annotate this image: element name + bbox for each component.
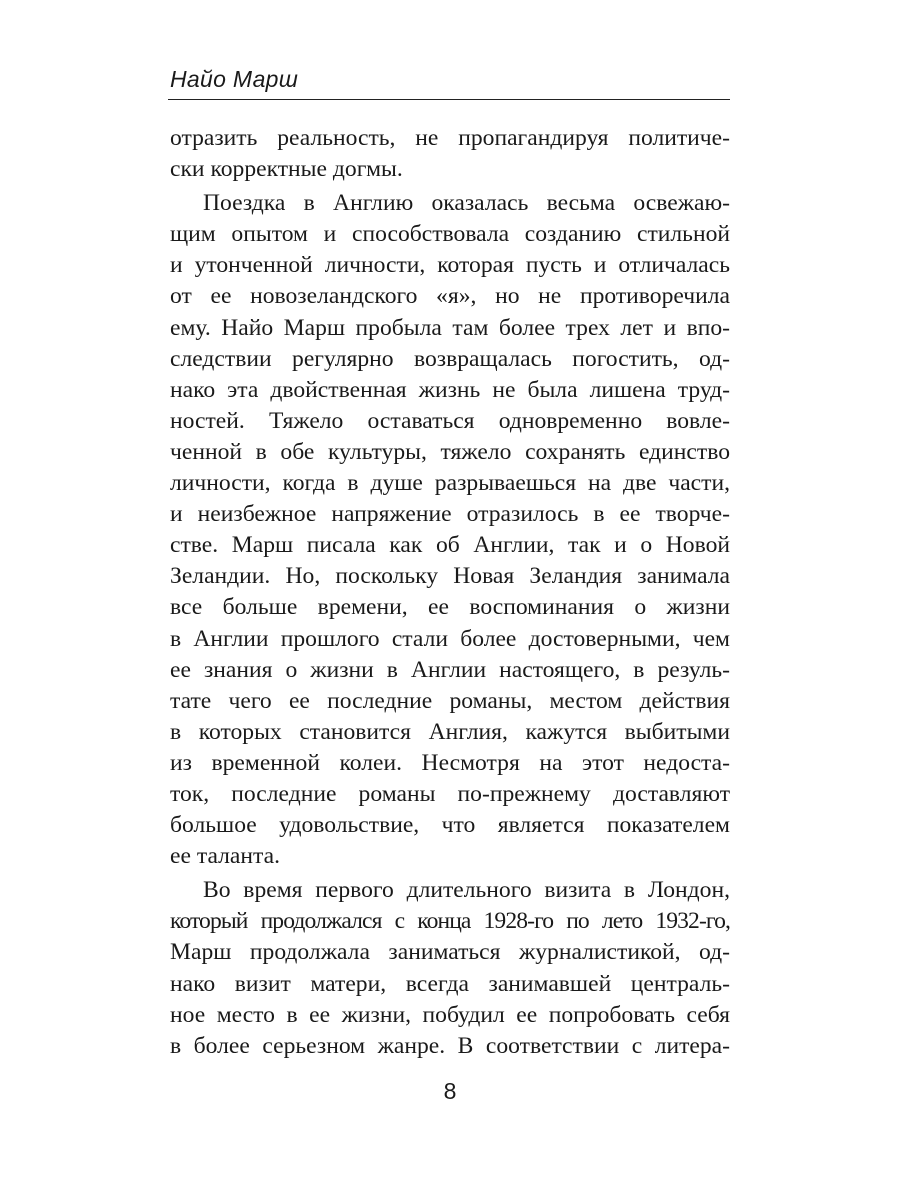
text-line: ему. Найо Марш пробыла там более трех лет и впо- [170,314,730,341]
text-line: который продолжался с конца 1928-го по лето 1932-го, [170,908,730,935]
text-line: стве. Марш писала как об Англии, так и о Новой [170,532,730,559]
text-line: нако эта двойственная жизнь не была лишена труд- [170,376,730,403]
text-line: и утонченной личности, которая пусть и отличалась [170,252,730,279]
text-line: и неизбежное напряжение отразилось в ее творче- [170,501,730,528]
text-line: большое удовольствие, что является показателем [170,812,730,839]
text-line: ее знания о жизни в Англии настоящего, в резуль- [170,656,730,683]
text-line: ток, последние романы по-прежнему доставляют [170,780,730,807]
running-title: Найо Марш [170,66,299,92]
text-line: тате чего ее последние романы, местом действия [170,687,730,714]
text-line: Во время первого длительного визита в Лондон, [203,877,730,904]
text-line: из временной колеи. Несмотря на этот недоста- [170,749,730,776]
text-line: Поездка в Англию оказалась весьма освежаю- [203,190,730,217]
text-line: нако визит матери, всегда занимавшей централь- [170,970,730,997]
text-line: ченной в обе культуры, тяжело сохранять единство [170,438,730,465]
text-line: в которых становится Англия, кажутся выбитыми [170,718,730,745]
text-line: ностей. Тяжело оставаться одновременно вовле- [170,407,730,434]
header-rule [168,99,730,100]
text-line: Марш продолжала заниматься журналистикой, од- [170,939,730,966]
text-line: ное место в ее жизни, побудил ее попробовать себя [170,1001,730,1028]
text-line: ее таланта. [170,843,280,870]
text-line: щим опытом и способствовала созданию стильной [170,221,730,248]
page-number: 8 [443,1078,457,1104]
text-line: отразить реальность, не пропагандируя политиче- [170,125,730,151]
text-line: в Англии прошлого стали более достоверными, чем [170,625,730,652]
text-line: следствии регулярно возвращалась погостить, од- [170,345,730,372]
text-line: в более серьезном жанре. В соответствии с литера- [170,1032,730,1059]
body-text [170,123,730,1062]
text-line: от ее новозеландского «я», но не противоречила [170,283,730,310]
text-line: все больше времени, ее воспоминания о жизни [170,594,730,621]
text-line: ски корректные догмы. [170,156,403,183]
text-line: личности, когда в душе разрываешься на две части, [170,470,730,497]
text-line: Зеландии. Но, поскольку Новая Зеландия занимала [170,563,730,590]
